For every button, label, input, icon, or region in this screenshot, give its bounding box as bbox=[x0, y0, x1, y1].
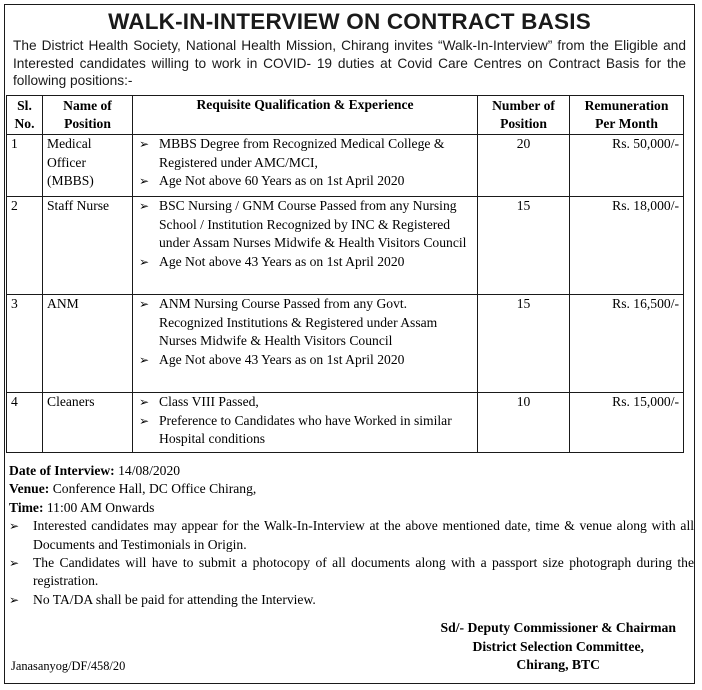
signature-line-2: District Selection Committee, bbox=[472, 638, 644, 654]
arrowhead-icon: ➢ bbox=[139, 199, 150, 213]
header-remuneration: Remuneration Per Month bbox=[570, 96, 684, 135]
arrowhead-icon: ➢ bbox=[139, 174, 150, 188]
requirement-item: ➢ MBBS Degree from Recognized Medical College & Registered under AMC/MCI, bbox=[139, 136, 445, 170]
row-remuneration: Rs. 16,500/- bbox=[570, 295, 684, 393]
row-position: Staff Nurse bbox=[43, 197, 133, 295]
arrowhead-icon: ➢ bbox=[139, 413, 150, 428]
arrowhead-icon: ➢ bbox=[9, 556, 20, 571]
requirement-item: ➢ Age Not above 43 Years as on 1st April 2020 bbox=[137, 351, 473, 370]
arrowhead-icon: ➢ bbox=[9, 519, 20, 534]
header-position: Name of Position bbox=[43, 96, 133, 135]
requirement-item: ➢ Class VIII Passed, bbox=[137, 393, 473, 412]
interview-details bbox=[9, 462, 694, 609]
requirement-item: ➢ BSC Nursing / GNM Course Passed from any Nursing School / Institution Recognized by INC & Registered under Assam Nurses Midwife & Health Visitors Council bbox=[139, 198, 467, 250]
row-remuneration: Rs. 15,000/- bbox=[570, 393, 684, 453]
row-sl: 4 bbox=[7, 393, 43, 453]
row-number: 15 bbox=[478, 197, 570, 295]
row-requirements bbox=[133, 393, 478, 453]
table-row bbox=[7, 197, 684, 295]
arrowhead-icon: ➢ bbox=[139, 395, 150, 409]
row-number: 15 bbox=[478, 295, 570, 393]
note-item: ➢ Interested candidates may appear for the Walk-In-Interview at the above mentioned date, time & venue along with all Documents and Testimonials in Origin. bbox=[9, 518, 694, 552]
arrowhead-icon: ➢ bbox=[9, 592, 20, 607]
positions-table bbox=[6, 95, 684, 453]
arrowhead-icon: ➢ bbox=[139, 352, 150, 367]
note-item: ➢ No TA/DA shall be paid for attending the Interview. bbox=[9, 591, 694, 609]
row-requirements bbox=[133, 197, 478, 295]
arrowhead-icon: ➢ bbox=[139, 137, 150, 151]
note-item: ➢ The Candidates will have to submit a photocopy of all documents along with a passport size photograph during the registration. bbox=[9, 555, 694, 589]
row-position: ANM bbox=[43, 295, 133, 393]
row-remuneration: Rs. 50,000/- bbox=[570, 135, 684, 197]
table-row bbox=[7, 393, 684, 453]
requirement-item: ➢ ANM Nursing Course Passed from any Govt. Recognized Institutions & Registered under Assam Nurses Midwife & Health Visitors Council bbox=[139, 296, 438, 348]
interview-venue: Venue: Conference Hall, DC Office Chirang, bbox=[9, 481, 257, 497]
signature-line-1: Sd/- Deputy Commissioner & Chairman bbox=[440, 620, 676, 635]
signature-block bbox=[441, 619, 677, 675]
table-header-row bbox=[7, 96, 684, 135]
row-remuneration: Rs. 18,000/- bbox=[570, 197, 684, 295]
header-qualification: Requisite Qualification & Experience bbox=[133, 96, 478, 135]
header-sl-no: Sl. No. bbox=[7, 96, 43, 135]
arrowhead-icon: ➢ bbox=[139, 254, 150, 269]
requirement-item: ➢ Age Not above 60 Years as on 1st April 2020 bbox=[137, 172, 473, 191]
table-row bbox=[7, 295, 684, 393]
row-sl: 3 bbox=[7, 295, 43, 393]
signature-line-3: Chirang, BTC bbox=[516, 657, 601, 672]
arrowhead-icon: ➢ bbox=[139, 297, 150, 311]
interview-date: Date of Interview: 14/08/2020 bbox=[9, 463, 181, 478]
table-row bbox=[7, 135, 684, 197]
row-sl: 1 bbox=[7, 135, 43, 197]
notice-title: WALK-IN-INTERVIEW ON CONTRACT BASIS bbox=[108, 9, 591, 34]
row-requirements bbox=[133, 295, 478, 393]
interview-time: Time: 11:00 AM Onwards bbox=[9, 499, 155, 515]
requirement-item: ➢ Age Not above 43 Years as on 1st April 2020 bbox=[137, 253, 473, 272]
row-sl: 2 bbox=[7, 197, 43, 295]
row-number: 20 bbox=[478, 135, 570, 197]
row-number: 10 bbox=[478, 393, 570, 453]
requirement-item: ➢ Preference to Candidates who have Worked in similar Hospital conditions bbox=[139, 412, 452, 446]
header-number: Number of Position bbox=[478, 96, 570, 135]
notes-list bbox=[9, 517, 694, 609]
reference-number: Janasanyog/DF/458/20 bbox=[11, 659, 126, 673]
intro-paragraph: The District Health Society, National Health Mission, Chirang invites “Walk-In-Interview” from the Eligible and Interested candidates willing to work in COVID- 19 duties at Covid Care Centres on Contract Basis for the following positions:- bbox=[13, 38, 686, 88]
row-requirements bbox=[133, 135, 478, 197]
row-position: Cleaners bbox=[43, 393, 133, 453]
row-position: Medical Officer (MBBS) bbox=[43, 135, 133, 197]
